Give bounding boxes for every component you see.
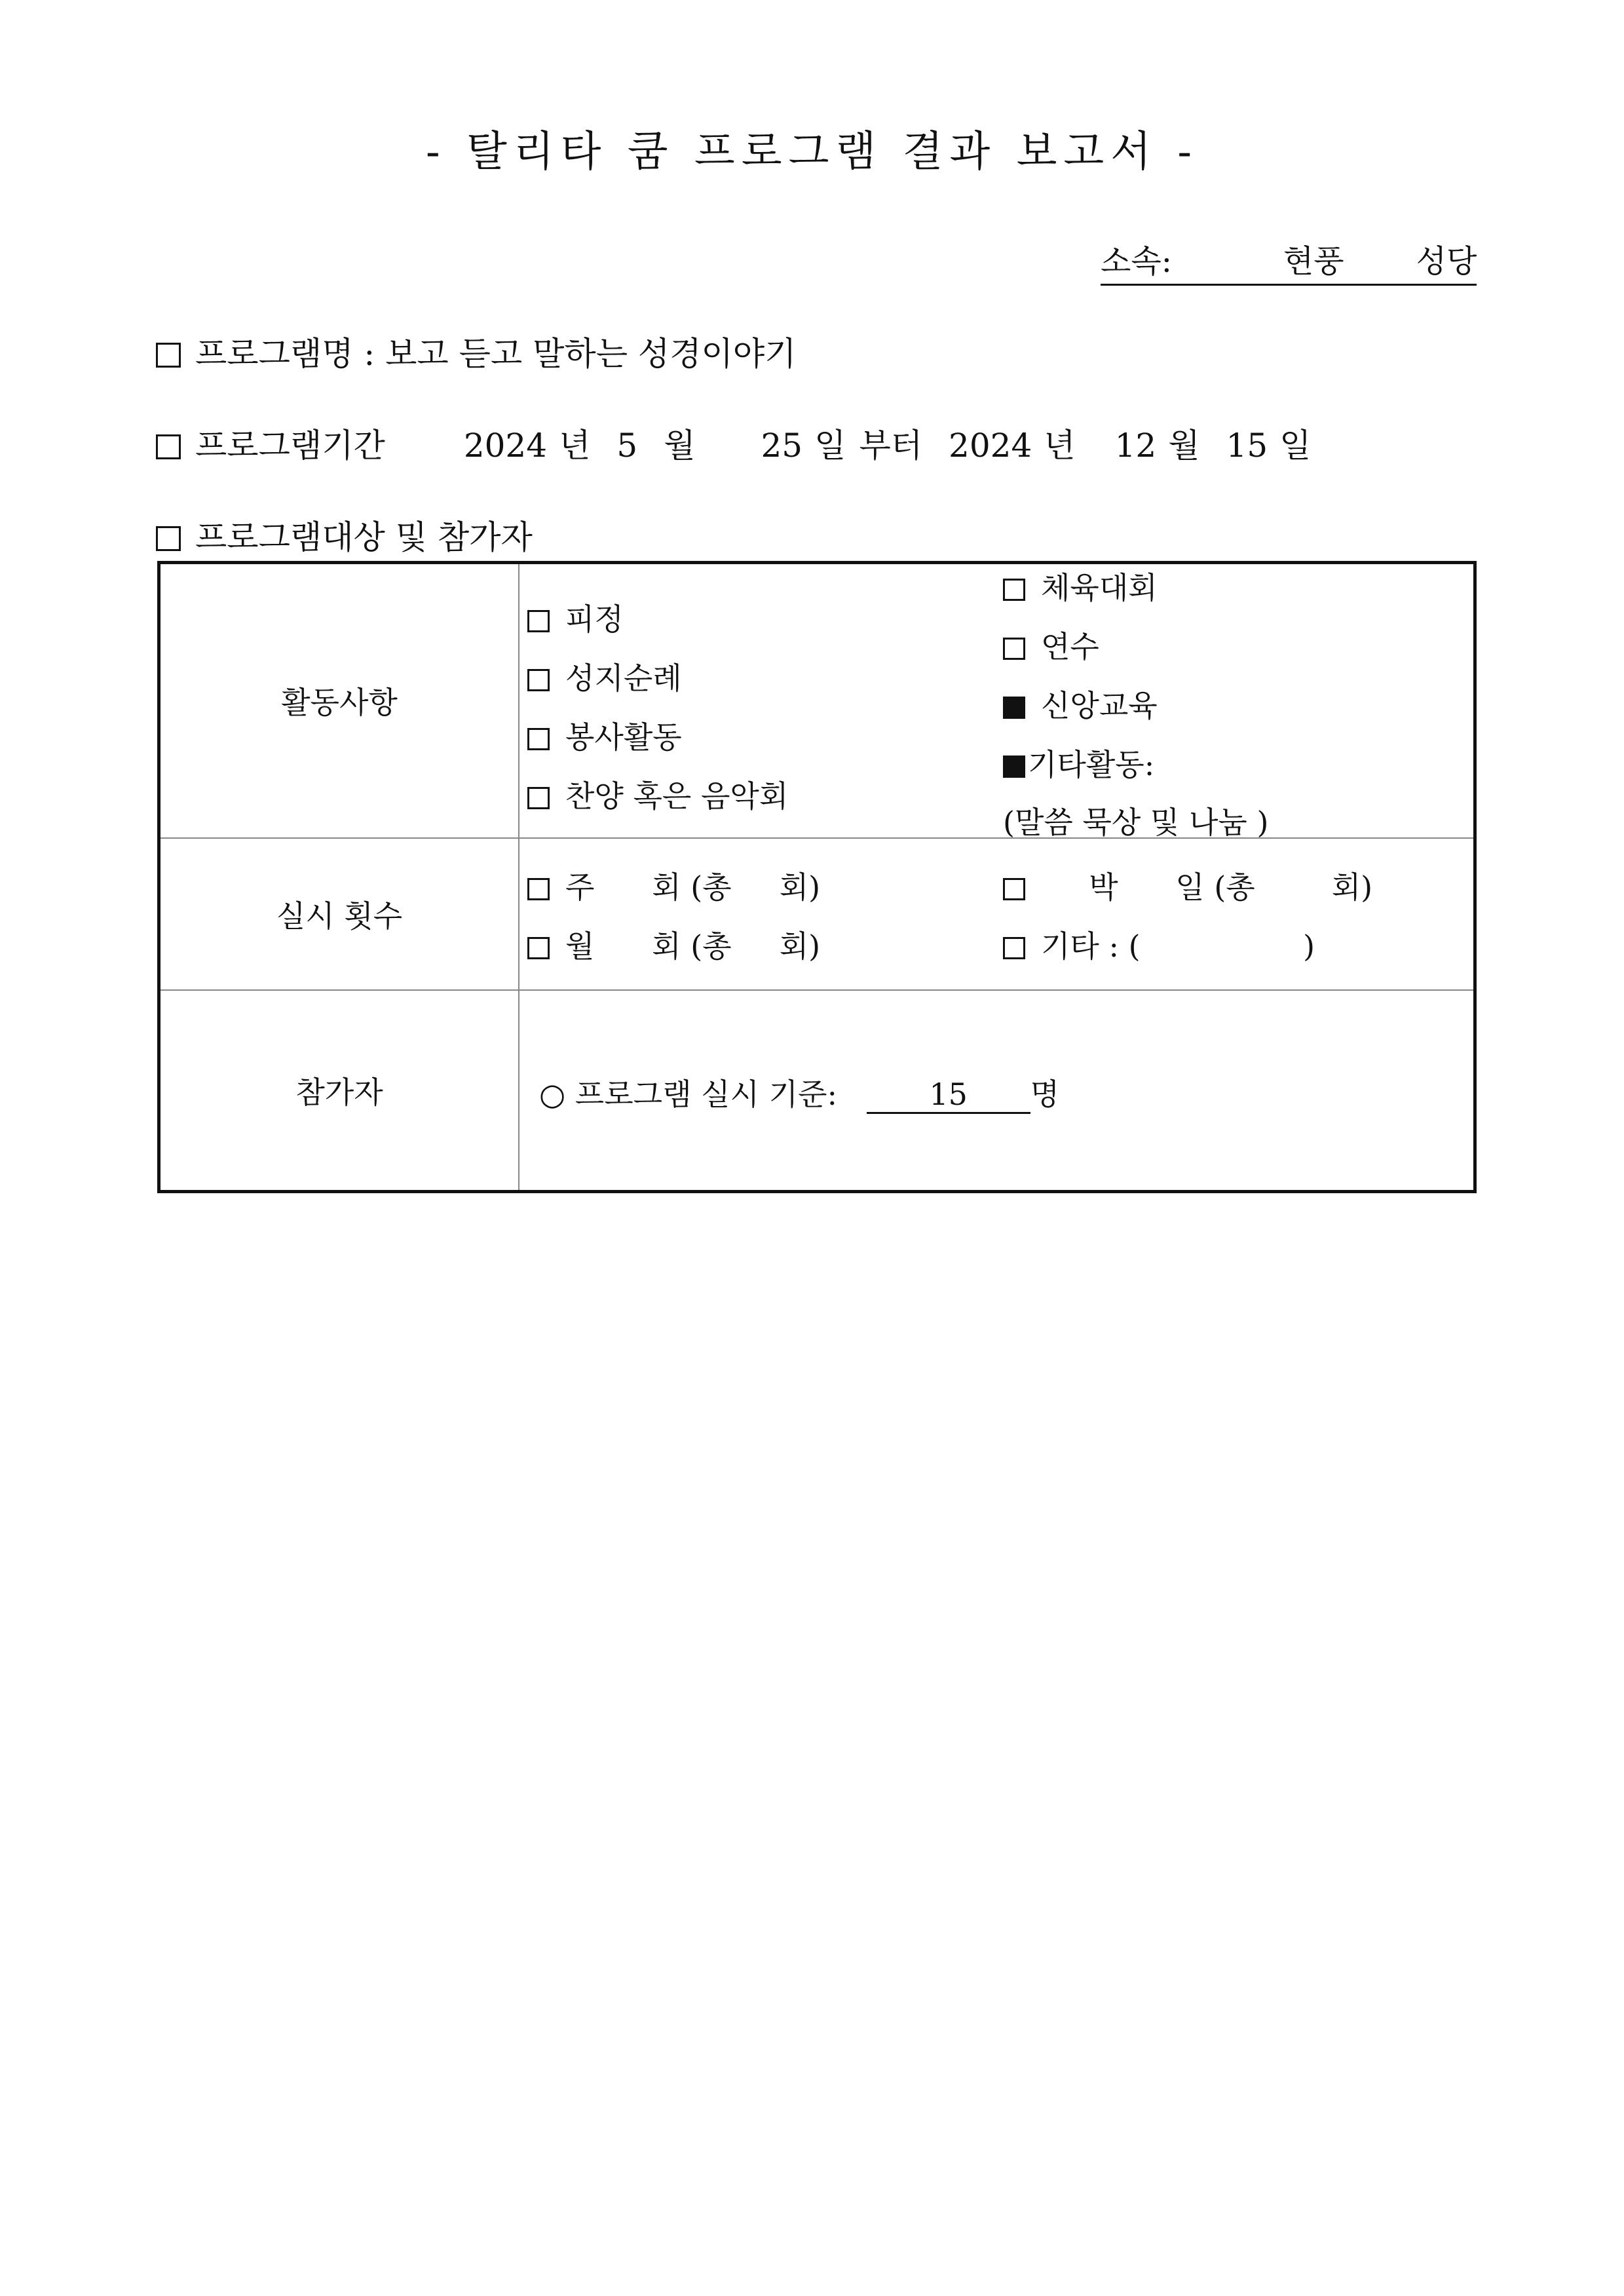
month-unit-1: 월	[664, 427, 696, 465]
end-month: 12	[1114, 427, 1157, 465]
frequency-weekly[interactable]: 주 회 (총 회)	[527, 864, 820, 907]
participants-unit: 명	[1030, 1076, 1060, 1112]
period-from: 부터	[859, 427, 923, 465]
year-unit-2: 년	[1044, 427, 1076, 465]
frequency-overnight[interactable]: 박 일 (총 회)	[1003, 864, 1372, 907]
affiliation-parish: 현풍	[1283, 243, 1344, 280]
other-activity-detail: (말씀 묵상 및 나눔 )	[1003, 805, 1269, 840]
affiliation	[1101, 236, 1477, 286]
option-retreat[interactable]: 피정	[527, 596, 624, 639]
month-unit-2: 월	[1168, 427, 1200, 465]
program-target-label: 프로그램대상 및 참가자	[195, 518, 533, 556]
end-day: 15	[1226, 427, 1268, 465]
option-pilgrimage[interactable]: 성지순례	[527, 655, 682, 698]
option-training[interactable]: 연수	[1003, 623, 1099, 666]
program-table	[157, 561, 1477, 1193]
program-name-section	[156, 328, 796, 375]
year-unit-1: 년	[559, 427, 591, 465]
frequency-cell	[519, 838, 1475, 990]
program-target-checkbox[interactable]	[156, 526, 181, 551]
frequency-label: 실시 횟수	[159, 838, 519, 990]
end-year: 2024	[949, 427, 1032, 465]
participants-cell	[519, 990, 1475, 1192]
program-period-checkbox[interactable]	[156, 434, 181, 459]
program-period-section	[156, 419, 1311, 467]
option-other-activity[interactable]: 기타활동:	[1003, 741, 1154, 784]
day-unit-2: 일	[1279, 427, 1312, 465]
start-year: 2024	[463, 427, 548, 465]
program-name-text: 프로그램명 : 보고 듣고 말하는 성경이야기	[195, 335, 797, 373]
frequency-row	[159, 838, 1475, 990]
activities-row	[159, 563, 1475, 838]
participants-count[interactable]: 15	[867, 1077, 1030, 1114]
program-period-label: 프로그램기간	[195, 427, 385, 465]
frequency-other[interactable]: 기타 : ( )	[1003, 923, 1315, 966]
affiliation-church: 성당	[1416, 243, 1477, 280]
option-volunteer[interactable]: 봉사활동	[527, 714, 682, 757]
participants-label: 참가자	[159, 990, 519, 1192]
activities-cell	[519, 563, 1475, 838]
frequency-monthly[interactable]: 월 회 (총 회)	[527, 923, 820, 966]
option-faith-education[interactable]: 신앙교육	[1003, 682, 1158, 725]
option-music[interactable]: 찬양 혹은 음악회	[527, 773, 788, 816]
program-name-checkbox[interactable]	[156, 343, 181, 368]
document-title: - 탈리타 쿰 프로그램 결과 보고서 -	[425, 128, 1199, 176]
affiliation-label: 소속:	[1101, 243, 1172, 280]
option-sports[interactable]: 체육대회	[1003, 564, 1158, 607]
program-target-section	[156, 511, 533, 558]
start-day: 25	[761, 427, 803, 465]
activities-label: 활동사항	[159, 563, 519, 838]
participants-count-line	[539, 1071, 1059, 1114]
participants-row	[159, 990, 1475, 1192]
day-unit-1: 일	[814, 427, 846, 465]
participants-text: ○ 프로그램 실시 기준:	[539, 1076, 837, 1112]
start-month: 5	[616, 427, 638, 465]
